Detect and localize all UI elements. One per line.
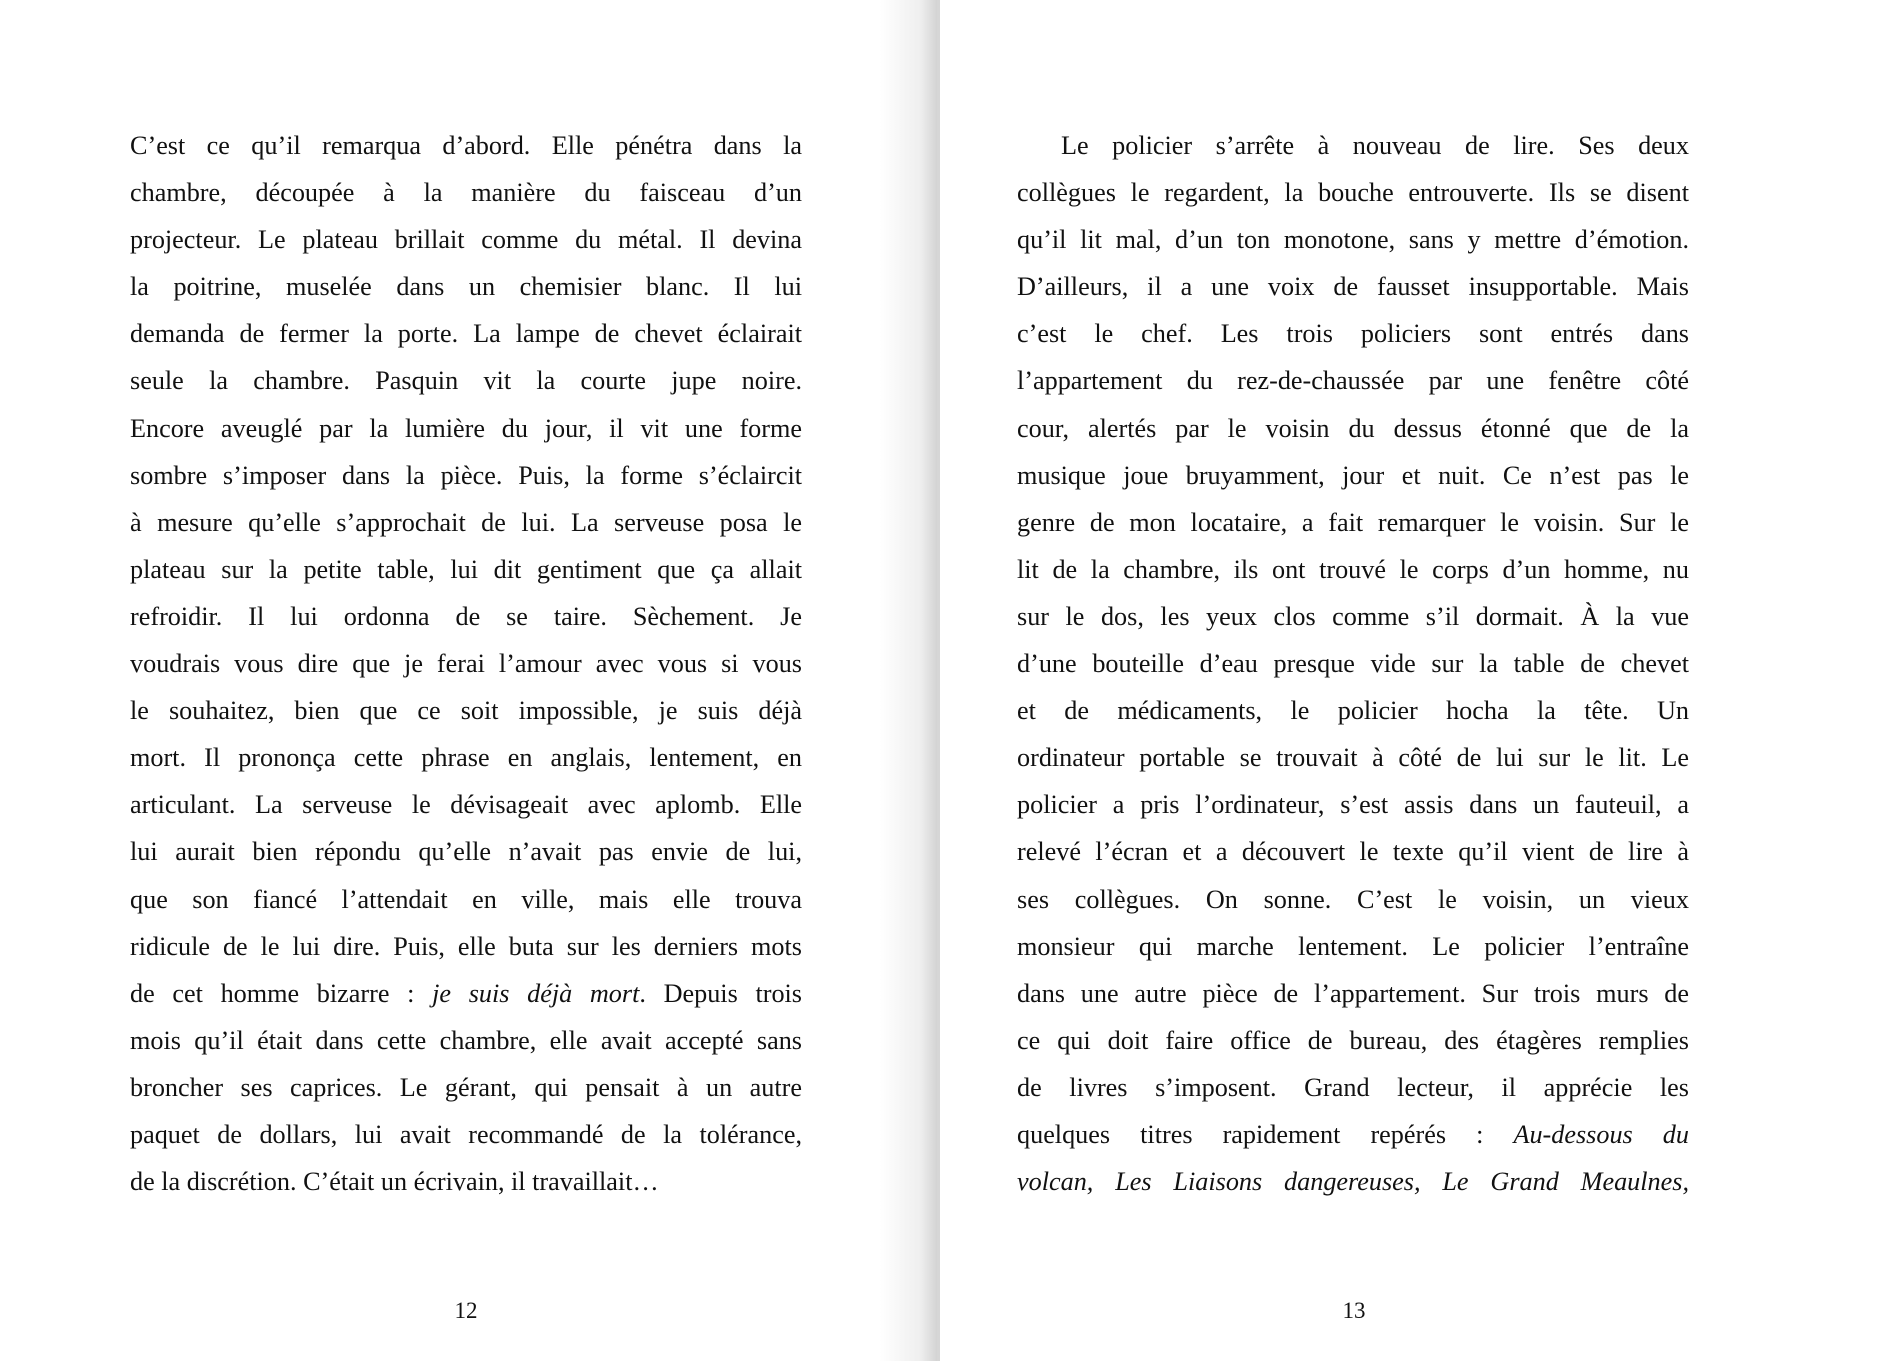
text-line: refroidir. Il lui ordonna de se taire. Sèchement. Je	[130, 601, 802, 631]
text-line: cour, alertés par le voisin du dessus étonné que de la	[1017, 413, 1689, 443]
text-line: monsieur qui marche lentement. Le policier l’entraîne	[1017, 931, 1689, 961]
text-line: l’appartement du rez-de-chaussée par une fenêtre côté	[1017, 366, 1689, 396]
text-line: demanda de fermer la porte. La lampe de chevet éclairait	[130, 319, 802, 349]
text-line: à mesure qu’elle s’approchait de lui. La serveuse posa le	[130, 507, 802, 537]
text-line-with-italic	[130, 970, 802, 1017]
text-line: la poitrine, muselée dans un chemisier blanc. Il lui	[130, 272, 802, 302]
text-segment: . Depuis trois	[639, 978, 802, 1008]
text-line: ce qui doit faire office de bureau, des étagères remplies	[1017, 1025, 1689, 1055]
italic-text: je suis déjà mort	[432, 978, 640, 1008]
italic-text: Au-dessous du	[1513, 1119, 1689, 1149]
text-line: Encore aveuglé par la lumière du jour, il vit une forme	[130, 413, 802, 443]
text-line: dans une autre pièce de l’appartement. Sur trois murs de	[1017, 978, 1689, 1008]
text-line: policier a pris l’ordinateur, s’est assis dans un fauteuil, a	[1017, 790, 1689, 820]
text-segment: quelques titres rapidement repérés :	[1017, 1119, 1514, 1149]
book-gutter-shadow	[880, 0, 938, 1361]
page-number: 13	[1342, 1298, 1366, 1323]
text-line: sombre s’imposer dans la pièce. Puis, la forme s’éclaircit	[130, 460, 802, 490]
left-page-text	[130, 122, 802, 1205]
text-line: ses collègues. On sonne. C’est le voisin, un vieux	[1017, 884, 1689, 914]
text-line: paquet de dollars, lui avait recommandé de la tolérance,	[130, 1119, 802, 1149]
page-number: 12	[454, 1298, 478, 1323]
text-line: projecteur. Le plateau brillait comme du métal. Il devina	[130, 225, 802, 255]
text-line: Le policier s’arrête à nouveau de lire. Ses deux	[1061, 131, 1689, 160]
text-line: musique joue bruyamment, jour et nuit. Ce n’est pas le	[1017, 460, 1689, 490]
right-page	[939, 0, 1878, 1361]
text-line: et de médicaments, le policier hocha la tête. Un	[1017, 696, 1689, 726]
text-line: plateau sur la petite table, lui dit gentiment que ça allait	[130, 554, 802, 584]
text-line: ridicule de le lui dire. Puis, elle buta sur les derniers mots	[130, 931, 802, 961]
text-line: d’une bouteille d’eau presque vide sur la table de chevet	[1017, 649, 1689, 679]
text-segment: de cet homme bizarre :	[130, 978, 433, 1008]
book-spine-edge	[937, 0, 940, 1361]
text-line: sur le dos, les yeux clos comme s’il dormait. À la vue	[1017, 601, 1689, 631]
text-line: D’ailleurs, il a une voix de fausset insupportable. Mais	[1017, 272, 1689, 302]
right-page-text	[1017, 122, 1689, 1205]
text-line: C’est ce qu’il remarqua d’abord. Elle pénétra dans la	[130, 131, 802, 160]
italic-text-line: volcan, Les Liaisons dangereuses, Le Grand Meaulnes,	[1017, 1167, 1689, 1197]
text-line: qu’il lit mal, d’un ton monotone, sans y mettre d’émotion.	[1017, 225, 1689, 255]
text-line: le souhaitez, bien que ce soit impossible, je suis déjà	[130, 696, 802, 726]
text-line: de la discrétion. C’était un écrivain, il travaillait…	[130, 1167, 659, 1197]
text-line: que son fiancé l’attendait en ville, mais elle trouva	[130, 884, 802, 914]
text-line: relevé l’écran et a découvert le texte qu’il vient de lire à	[1017, 837, 1689, 867]
text-line-with-italic	[1017, 1111, 1689, 1158]
text-line: articulant. La serveuse le dévisageait avec aplomb. Elle	[130, 790, 802, 820]
text-line: mois qu’il était dans cette chambre, elle avait accepté sans	[130, 1025, 802, 1055]
text-line: collègues le regardent, la bouche entrouverte. Ils se disent	[1017, 178, 1689, 208]
text-line: seule la chambre. Pasquin vit la courte jupe noire.	[130, 366, 802, 396]
text-line: broncher ses caprices. Le gérant, qui pensait à un autre	[130, 1072, 802, 1102]
text-line: de livres s’imposent. Grand lecteur, il apprécie les	[1017, 1072, 1689, 1102]
text-line: lit de la chambre, ils ont trouvé le corps d’un homme, nu	[1017, 554, 1689, 584]
text-line: c’est le chef. Les trois policiers sont entrés dans	[1017, 319, 1689, 349]
text-line: voudrais vous dire que je ferai l’amour avec vous si vous	[130, 649, 802, 679]
text-line: ordinateur portable se trouvait à côté de lui sur le lit. Le	[1017, 743, 1689, 773]
text-line: genre de mon locataire, a fait remarquer le voisin. Sur le	[1017, 507, 1689, 537]
text-line: mort. Il prononça cette phrase en anglais, lentement, en	[130, 743, 802, 773]
text-line: lui aurait bien répondu qu’elle n’avait pas envie de lui,	[130, 837, 802, 867]
text-line: chambre, découpée à la manière du faisceau d’un	[130, 178, 802, 208]
